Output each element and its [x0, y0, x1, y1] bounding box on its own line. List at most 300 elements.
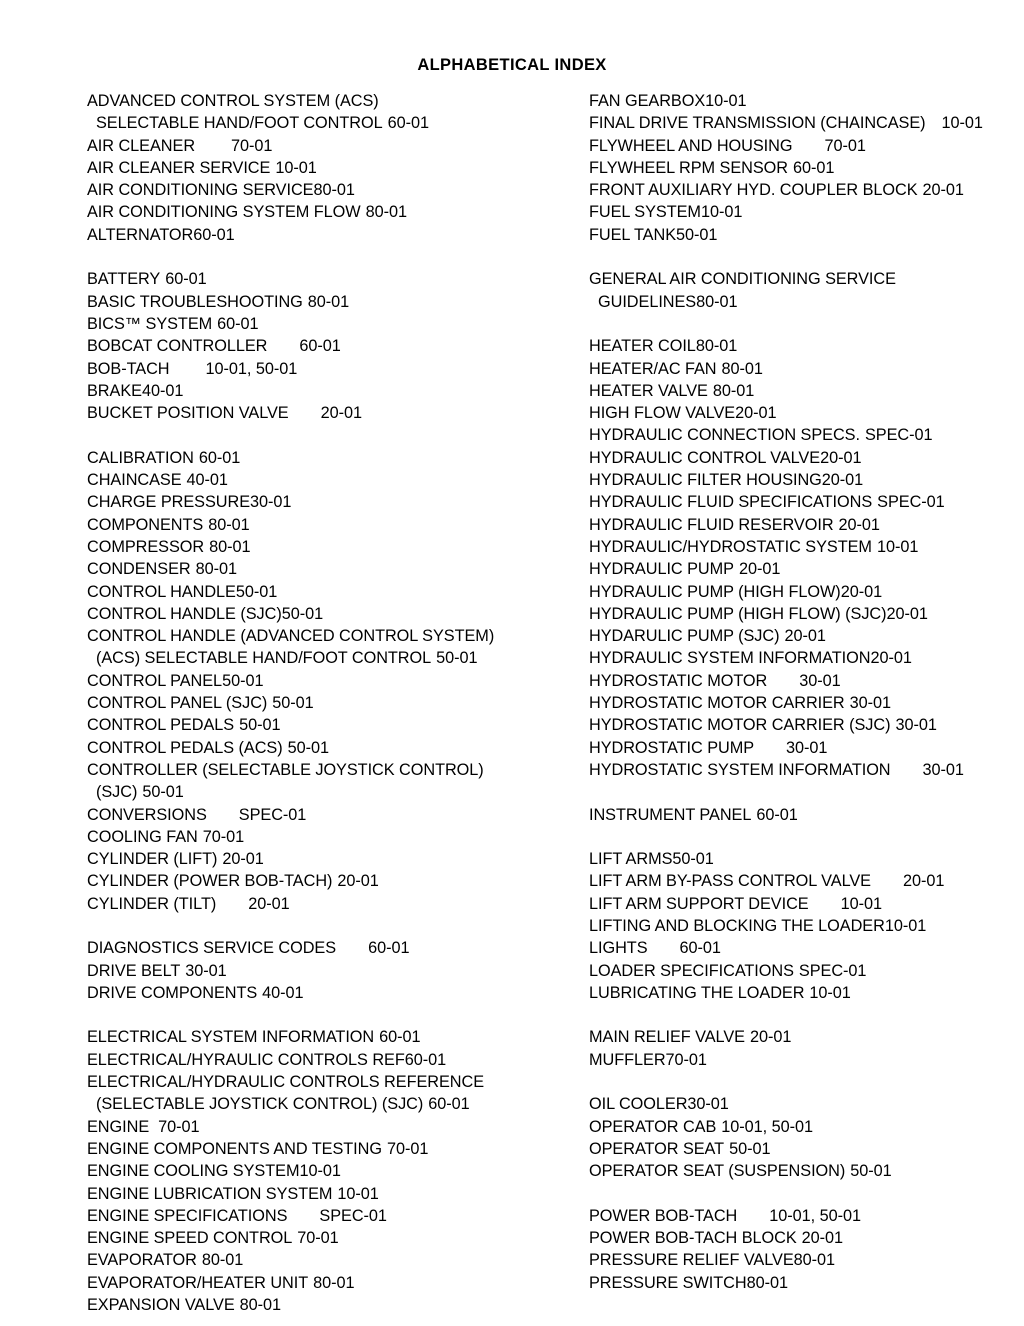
index-letter-group: [87, 90, 518, 246]
index-entry-label: PRESSURE RELIEF VALVE: [589, 1251, 794, 1270]
index-entry[interactable]: [87, 179, 518, 201]
index-entry-page-number: 80-01: [695, 337, 738, 356]
index-entry[interactable]: [589, 737, 1001, 759]
index-entry-label: CONTROL PANEL: [87, 671, 223, 690]
index-entry[interactable]: [87, 1294, 518, 1316]
index-entry-label: CYLINDER (LIFT): [87, 850, 218, 869]
index-entry[interactable]: [87, 893, 518, 915]
index-entry-label: LIFT ARMS: [589, 850, 673, 869]
page-title: ALPHABETICAL INDEX: [417, 56, 607, 74]
index-entry-page-number: 30-01: [849, 694, 892, 713]
index-letter-group: [87, 1026, 518, 1316]
index-entry-page-number: 50-01: [729, 1139, 771, 1158]
index-entry-page-number: 30-01: [250, 493, 292, 512]
index-entry-label: HYDROSTATIC MOTOR CARRIER: [589, 694, 845, 713]
index-entry[interactable]: [589, 224, 1001, 246]
index-entry[interactable]: [87, 1071, 518, 1093]
index-entry[interactable]: [589, 135, 1001, 157]
index-entry[interactable]: [589, 893, 1001, 915]
index-entry[interactable]: [87, 804, 518, 826]
index-entry-label: LIFT ARM BY-PASS CONTROL VALVE: [589, 872, 871, 891]
index-entry[interactable]: [87, 201, 518, 223]
index-entry[interactable]: [589, 536, 1001, 558]
index-entry[interactable]: [589, 603, 1001, 625]
index-entry-page-number: 20-01: [840, 582, 883, 601]
index-entry-page-number: 20-01: [870, 649, 912, 668]
index-entry-label: OPERATOR SEAT (SUSPENSION): [589, 1162, 846, 1181]
index-entry-label: HYDRAULIC CONTROL VALVE: [589, 448, 821, 467]
index-entry-page-number: 10-01: [700, 203, 743, 222]
index-entry-label: ENGINE SPECIFICATIONS: [87, 1206, 288, 1225]
index-entry[interactable]: [589, 558, 1001, 580]
index-entry-page-number: 10-01: [876, 537, 919, 556]
index-entry-label: FAN GEARBOX: [589, 92, 706, 110]
index-entry-page-number: 30-01: [922, 760, 964, 779]
index-entry-page-number: 60-01: [404, 1050, 447, 1069]
index-entry-label: CONTROL PEDALS (ACS): [87, 738, 283, 757]
index-entry-label: ELECTRICAL/HYRAULIC CONTROLS REF: [87, 1050, 405, 1069]
index-entry-label: OPERATOR CAB: [589, 1117, 717, 1136]
index-entry-label: ELECTRICAL SYSTEM INFORMATION: [87, 1028, 375, 1047]
index-entry-label: ADVANCED CONTROL SYSTEM (ACS): [87, 92, 379, 110]
index-entry-page-number: 10-01, 50-01: [721, 1117, 813, 1136]
index-entry[interactable]: [87, 737, 518, 759]
index-entry-label: HYDRAULIC FLUID RESERVOIR: [589, 515, 834, 534]
index-entry[interactable]: [589, 90, 1001, 112]
index-entry[interactable]: [87, 937, 518, 959]
index-entry-label: CHAINCASE: [87, 471, 182, 490]
index-entry-page-number: 20-01: [738, 560, 781, 579]
index-entry-page-number: 20-01: [248, 894, 290, 913]
index-entry[interactable]: [87, 781, 527, 803]
index-entry[interactable]: [87, 1116, 518, 1138]
index-entry[interactable]: [87, 224, 518, 246]
index-letter-group: [589, 848, 1001, 1004]
index-entry[interactable]: [589, 157, 1001, 179]
index-entry-page-number: SPEC-01: [864, 426, 933, 445]
index-letter-group: [589, 1093, 1001, 1182]
index-entry-label: HYDROSTATIC MOTOR: [589, 671, 768, 690]
index-entry-label: OIL COOLER: [589, 1095, 688, 1114]
index-entry-label: FLYWHEEL RPM SENSOR: [589, 158, 788, 177]
index-entry[interactable]: [87, 1249, 518, 1271]
index-entry-page-number: 80-01: [365, 203, 407, 222]
index-entry[interactable]: [87, 135, 518, 157]
index-entry-page-number: 20-01: [222, 850, 264, 869]
index-entry-page-number: 20-01: [821, 471, 864, 490]
index-entry[interactable]: [87, 447, 518, 469]
index-letter-group: [87, 447, 518, 915]
index-entry-page-number: 20-01: [922, 181, 964, 200]
index-letter-group: [87, 268, 518, 424]
index-entry-label: CYLINDER (TILT): [87, 894, 217, 913]
index-entry-label: HYDRAULIC FLUID SPECIFICATIONS: [589, 493, 873, 512]
index-entry[interactable]: [87, 581, 518, 603]
index-entry[interactable]: [87, 1049, 518, 1071]
index-entry[interactable]: [87, 90, 518, 112]
index-entry[interactable]: [589, 960, 1001, 982]
index-entry-page-number: 50-01: [436, 649, 478, 668]
index-entry-label: AIR CLEANER SERVICE: [87, 158, 271, 177]
index-column-right: [520, 90, 1024, 1294]
index-entry-page-number: 10-01, 50-01: [769, 1206, 861, 1225]
index-entry-page-number: 10-01: [941, 114, 983, 133]
index-entry[interactable]: [87, 313, 518, 335]
index-entry-page-number: 50-01: [235, 582, 278, 601]
index-entry-label: GENERAL AIR CONDITIONING SERVICE: [589, 270, 896, 289]
index-entry[interactable]: [87, 714, 518, 736]
index-entry-label: CHARGE PRESSURE: [87, 493, 251, 512]
index-entry-page-number: 60-01: [299, 337, 341, 356]
index-entry[interactable]: [87, 625, 518, 647]
index-entry-page-number: 80-01: [313, 1273, 355, 1292]
index-entry-label: COOLING FAN: [87, 827, 198, 846]
index-entry[interactable]: [589, 804, 1001, 826]
index-entry-label: GUIDELINES: [598, 292, 697, 311]
index-entry-page-number: 30-01: [687, 1095, 729, 1114]
index-entry[interactable]: [589, 358, 1001, 380]
index-entry-page-number: 60-01: [368, 939, 410, 958]
index-entry[interactable]: [589, 848, 1001, 870]
index-entry-label: HYDRAULIC SYSTEM INFORMATION: [589, 649, 871, 668]
index-entry-page-number: 70-01: [231, 136, 273, 155]
index-entry-label: ENGINE COOLING SYSTEM: [87, 1162, 300, 1181]
index-entry-page-number: 20-01: [320, 404, 363, 423]
index-entry-page-number: 10-01: [809, 983, 851, 1002]
index-entry-label: AIR CONDITIONING SERVICE: [87, 181, 314, 200]
index-entry-page-number: 40-01: [262, 983, 304, 1002]
index-entry-page-number: 60-01: [379, 1028, 421, 1047]
index-letter-group: [87, 937, 518, 1004]
index-entry-label: FLYWHEEL AND HOUSING: [589, 136, 793, 155]
index-entry-page-number: 70-01: [202, 827, 245, 846]
index-entry-label: MAIN RELIEF VALVE: [589, 1028, 745, 1047]
index-entry-page-number: 80-01: [307, 292, 350, 311]
index-entry-label: HYDROSTATIC SYSTEM INFORMATION: [589, 760, 891, 779]
index-entry[interactable]: [87, 1138, 518, 1160]
index-columns: [0, 90, 1024, 1316]
index-entry-page-number: 20-01: [903, 872, 945, 891]
index-entry[interactable]: [589, 714, 1001, 736]
index-entry-label: SELECTABLE HAND/FOOT CONTROL: [96, 114, 383, 133]
index-entry-label: ELECTRICAL/HYDRAULIC CONTROLS REFERENCE: [87, 1073, 485, 1092]
index-entry[interactable]: [87, 558, 518, 580]
index-entry-page-number: 70-01: [824, 136, 866, 155]
index-entry[interactable]: [589, 670, 1001, 692]
index-entry[interactable]: [87, 536, 518, 558]
index-entry[interactable]: [87, 157, 518, 179]
index-entry-label: HYDROSTATIC PUMP: [589, 738, 755, 757]
index-entry-label: HEATER COIL: [589, 337, 696, 356]
index-entry-label: BOB-TACH: [87, 359, 170, 378]
index-entry-label: CALIBRATION: [87, 448, 194, 467]
index-entry-page-number: 70-01: [158, 1117, 200, 1136]
index-entry-page-number: 50-01: [287, 738, 330, 757]
index-entry-label: BICS™ SYSTEM: [87, 314, 213, 333]
index-entry-page-number: 60-01: [217, 314, 259, 333]
index-entry[interactable]: [589, 1249, 1001, 1271]
index-entry[interactable]: [589, 647, 1001, 669]
index-entry-page-number: 50-01: [222, 671, 264, 690]
index-entry-page-number: 80-01: [313, 181, 355, 200]
index-entry-page-number: 80-01: [793, 1251, 836, 1270]
index-entry-label: FUEL SYSTEM: [589, 203, 701, 222]
index-entry-page-number: 50-01: [272, 694, 314, 713]
index-entry[interactable]: [589, 380, 1001, 402]
index-entry[interactable]: [87, 1160, 518, 1182]
index-entry[interactable]: [589, 692, 1001, 714]
index-entry-label: CONTROLLER (SELECTABLE JOYSTICK CONTROL): [87, 760, 484, 779]
index-entry-label: CONTROL HANDLE: [87, 582, 236, 601]
index-entry-label: LIGHTS: [589, 939, 648, 958]
index-entry[interactable]: [87, 268, 518, 290]
index-entry-label: COMPRESSOR: [87, 537, 205, 556]
index-entry-page-number: 60-01: [792, 158, 835, 177]
index-entry-label: AIR CONDITIONING SYSTEM FLOW: [87, 203, 361, 222]
index-entry[interactable]: [87, 335, 518, 357]
index-entry[interactable]: [589, 491, 1001, 513]
index-entry-label: FUEL TANK: [589, 225, 677, 244]
index-entry[interactable]: [87, 514, 518, 536]
index-entry-label: DRIVE BELT: [87, 961, 181, 980]
index-entry-page-number: 10-01, 50-01: [205, 359, 298, 378]
index-entry[interactable]: [589, 447, 1001, 469]
index-entry[interactable]: [589, 1093, 1001, 1115]
index-entry[interactable]: [589, 1272, 1001, 1294]
index-entry[interactable]: [589, 112, 1001, 134]
index-entry-label: OPERATOR SEAT: [589, 1139, 725, 1158]
index-entry-page-number: 60-01: [387, 114, 429, 133]
index-entry-page-number: 80-01: [712, 381, 755, 400]
index-entry[interactable]: [87, 1205, 518, 1227]
index-entry-page-number: SPEC-01: [319, 1206, 387, 1225]
index-entry-label: HYDRAULIC/HYDROSTATIC SYSTEM: [589, 537, 872, 556]
index-entry-page-number: 60-01: [198, 448, 241, 467]
index-entry[interactable]: [87, 1272, 518, 1294]
index-entry-page-number: 20-01: [838, 515, 880, 534]
index-entry-label: MUFFLER: [589, 1050, 666, 1069]
index-entry[interactable]: [87, 380, 518, 402]
index-entry-page-number: 50-01: [672, 850, 714, 869]
index-entry-label: HYDRAULIC PUMP (HIGH FLOW): [589, 582, 841, 601]
index-entry-label: LIFTING AND BLOCKING THE LOADER: [589, 916, 885, 935]
index-entry-page-number: 80-01: [201, 1251, 244, 1270]
index-entry-label: EXPANSION VALVE: [87, 1296, 235, 1315]
index-entry[interactable]: [87, 358, 518, 380]
index-letter-group: [589, 268, 1001, 313]
index-entry[interactable]: [87, 469, 518, 491]
index-entry[interactable]: [589, 625, 1001, 647]
index-entry-page-number: SPEC-01: [238, 805, 307, 824]
index-entry[interactable]: [589, 759, 1001, 781]
index-entry-page-number: 70-01: [386, 1139, 429, 1158]
index-entry[interactable]: [589, 1227, 1001, 1249]
index-entry-label: HYDRAULIC FILTER HOUSING: [589, 471, 822, 490]
index-entry[interactable]: [589, 402, 1001, 424]
index-entry-page-number: 10-01: [275, 158, 317, 177]
index-entry-page-number: 20-01: [820, 448, 862, 467]
index-letter-group: [589, 90, 1001, 246]
index-entry[interactable]: [87, 1093, 527, 1115]
index-entry-label: LUBRICATING THE LOADER: [589, 983, 805, 1002]
index-entry-page-number: 10-01: [705, 92, 747, 110]
index-entry[interactable]: [87, 603, 518, 625]
index-entry-label: INSTRUMENT PANEL: [589, 805, 752, 824]
index-entry-page-number: 80-01: [721, 359, 763, 378]
index-entry-page-number: 60-01: [165, 270, 207, 289]
index-entry-label: (ACS) SELECTABLE HAND/FOOT CONTROL: [96, 649, 432, 668]
index-entry-page-number: 30-01: [895, 716, 937, 735]
index-entry[interactable]: [589, 581, 1001, 603]
index-entry-label: (SJC): [96, 783, 138, 802]
index-entry[interactable]: [87, 1183, 518, 1205]
index-entry-label: HEATER/AC FAN: [589, 359, 717, 378]
index-entry-page-number: SPEC-01: [877, 493, 945, 512]
index-entry-label: HEATER VALVE: [589, 381, 708, 400]
index-entry-page-number: 70-01: [665, 1050, 707, 1069]
index-entry-page-number: 20-01: [337, 872, 379, 891]
index-entry[interactable]: [87, 692, 518, 714]
index-entry[interactable]: [87, 982, 518, 1004]
index-entry-page-number: 60-01: [679, 939, 721, 958]
index-entry[interactable]: [589, 982, 1001, 1004]
index-entry-page-number: 40-01: [186, 471, 228, 490]
index-entry-page-number: 60-01: [428, 1095, 470, 1114]
index-entry-label: BUCKET POSITION VALVE: [87, 404, 289, 423]
index-entry[interactable]: [87, 848, 518, 870]
index-entry[interactable]: [589, 179, 1001, 201]
index-entry-page-number: 60-01: [756, 805, 798, 824]
index-entry-label: ENGINE SPEED CONTROL: [87, 1229, 293, 1248]
index-entry-page-number: 80-01: [746, 1273, 788, 1292]
index-entry-page-number: 50-01: [850, 1162, 892, 1181]
index-entry-label: LOADER SPECIFICATIONS: [589, 961, 794, 980]
index-entry[interactable]: [589, 514, 1001, 536]
index-entry[interactable]: [87, 1227, 518, 1249]
index-entry-label: AIR CLEANER: [87, 136, 196, 155]
index-entry[interactable]: [87, 670, 518, 692]
index-entry[interactable]: [589, 1138, 1001, 1160]
index-entry[interactable]: [589, 915, 1001, 937]
index-entry-label: DIAGNOSTICS SERVICE CODES: [87, 939, 337, 958]
index-entry[interactable]: [589, 1026, 1001, 1048]
index-entry-label: CONDENSER: [87, 560, 191, 579]
index-entry-page-number: 10-01: [840, 894, 883, 913]
index-entry-label: HYDRAULIC PUMP: [589, 560, 734, 579]
index-entry[interactable]: [87, 491, 518, 513]
index-entry[interactable]: [589, 268, 1001, 290]
index-entry-label: HYDRAULIC PUMP (HIGH FLOW) (SJC): [589, 604, 887, 623]
index-column-left: [0, 90, 520, 1316]
index-entry[interactable]: [589, 469, 1001, 491]
index-entry-page-number: 20-01: [749, 1028, 792, 1047]
index-entry-page-number: 30-01: [799, 671, 841, 690]
index-entry-label: POWER BOB-TACH BLOCK: [589, 1229, 797, 1248]
index-entry[interactable]: [589, 1205, 1001, 1227]
index-entry-page-number: 60-01: [193, 225, 235, 244]
index-entry-label: FINAL DRIVE TRANSMISSION (CHAINCASE): [589, 114, 926, 133]
index-entry-page-number: 80-01: [208, 515, 250, 534]
index-entry-label: EVAPORATOR/HEATER UNIT: [87, 1273, 309, 1292]
index-entry-label: CONTROL PEDALS: [87, 716, 235, 735]
index-entry-label: BOBCAT CONTROLLER: [87, 337, 268, 356]
index-entry-page-number: 20-01: [801, 1229, 844, 1248]
index-entry-label: DRIVE COMPONENTS: [87, 983, 258, 1002]
index-entry[interactable]: [87, 647, 527, 669]
index-entry[interactable]: [87, 759, 518, 781]
index-entry-page-number: 50-01: [142, 783, 184, 802]
index-entry-page-number: 10-01: [299, 1162, 341, 1181]
index-entry-page-number: 50-01: [281, 604, 324, 623]
index-entry[interactable]: [589, 1116, 1001, 1138]
index-entry-label: COMPONENTS: [87, 515, 204, 534]
index-entry-page-number: 40-01: [141, 381, 184, 400]
index-entry[interactable]: [589, 937, 1001, 959]
index-entry-page-number: 10-01: [337, 1184, 379, 1203]
index-entry-page-number: 80-01: [239, 1296, 282, 1315]
index-entry-label: HIGH FLOW VALVE: [589, 404, 736, 423]
index-entry[interactable]: [589, 870, 1001, 892]
index-entry-label: CONTROL PANEL (SJC): [87, 694, 268, 713]
index-entry-label: ENGINE LUBRICATION SYSTEM: [87, 1184, 333, 1203]
index-letter-group: [589, 804, 1001, 826]
index-entry[interactable]: [87, 402, 518, 424]
index-entry-page-number: SPEC-01: [798, 961, 867, 980]
index-letter-group: [589, 1205, 1001, 1294]
index-entry-page-number: 10-01: [884, 916, 927, 935]
index-entry[interactable]: [589, 1049, 1001, 1071]
index-entry-page-number: 50-01: [239, 716, 281, 735]
index-entry-label: POWER BOB-TACH: [589, 1206, 738, 1225]
index-entry[interactable]: [87, 826, 518, 848]
index-entry-label: CONTROL HANDLE (SJC): [87, 604, 282, 623]
index-entry-label: FRONT AUXILIARY HYD. COUPLER BLOCK: [589, 181, 918, 200]
index-entry-page-number: 80-01: [195, 560, 237, 579]
index-entry-label: BASIC TROUBLESHOOTING: [87, 292, 303, 311]
index-entry-label: (SELECTABLE JOYSTICK CONTROL) (SJC): [96, 1095, 424, 1114]
index-entry-page-number: 50-01: [676, 225, 718, 244]
index-entry[interactable]: [87, 112, 527, 134]
index-entry-label: ENGINE COMPONENTS AND TESTING: [87, 1139, 382, 1158]
index-entry-page-number: 30-01: [185, 961, 227, 980]
index-letter-group: [589, 335, 1001, 781]
index-entry-label: PRESSURE SWITCH: [589, 1273, 747, 1292]
index-entry-label: LIFT ARM SUPPORT DEVICE: [589, 894, 809, 913]
index-entry[interactable]: [87, 1026, 518, 1048]
index-entry-label: ENGINE: [87, 1117, 150, 1136]
index-entry-label: HYDRAULIC CONNECTION SPECS.: [589, 426, 860, 445]
index-entry-label: ALTERNATOR: [87, 225, 194, 244]
index-entry[interactable]: [589, 335, 1001, 357]
index-entry-label: BRAKE: [87, 381, 142, 400]
index-entry-label: EVAPORATOR: [87, 1251, 197, 1270]
index-entry-page-number: 20-01: [735, 404, 777, 423]
index-entry-label: CONTROL HANDLE (ADVANCED CONTROL SYSTEM): [87, 627, 495, 646]
index-entry-label: BATTERY: [87, 270, 161, 289]
index-entry-page-number: 80-01: [696, 292, 738, 311]
index-entry[interactable]: [87, 870, 518, 892]
index-entry-label: CONVERSIONS: [87, 805, 207, 824]
index-entry[interactable]: [87, 960, 518, 982]
index-entry-page-number: 20-01: [886, 604, 928, 623]
index-entry-label: HYDARULIC PUMP (SJC): [589, 627, 780, 646]
index-entry[interactable]: [589, 424, 1001, 446]
index-entry-label: HYDROSTATIC MOTOR CARRIER (SJC): [589, 716, 891, 735]
index-entry[interactable]: [589, 1160, 1001, 1182]
index-entry[interactable]: [87, 291, 518, 313]
index-entry[interactable]: [589, 291, 1010, 313]
index-entry[interactable]: [589, 201, 1001, 223]
